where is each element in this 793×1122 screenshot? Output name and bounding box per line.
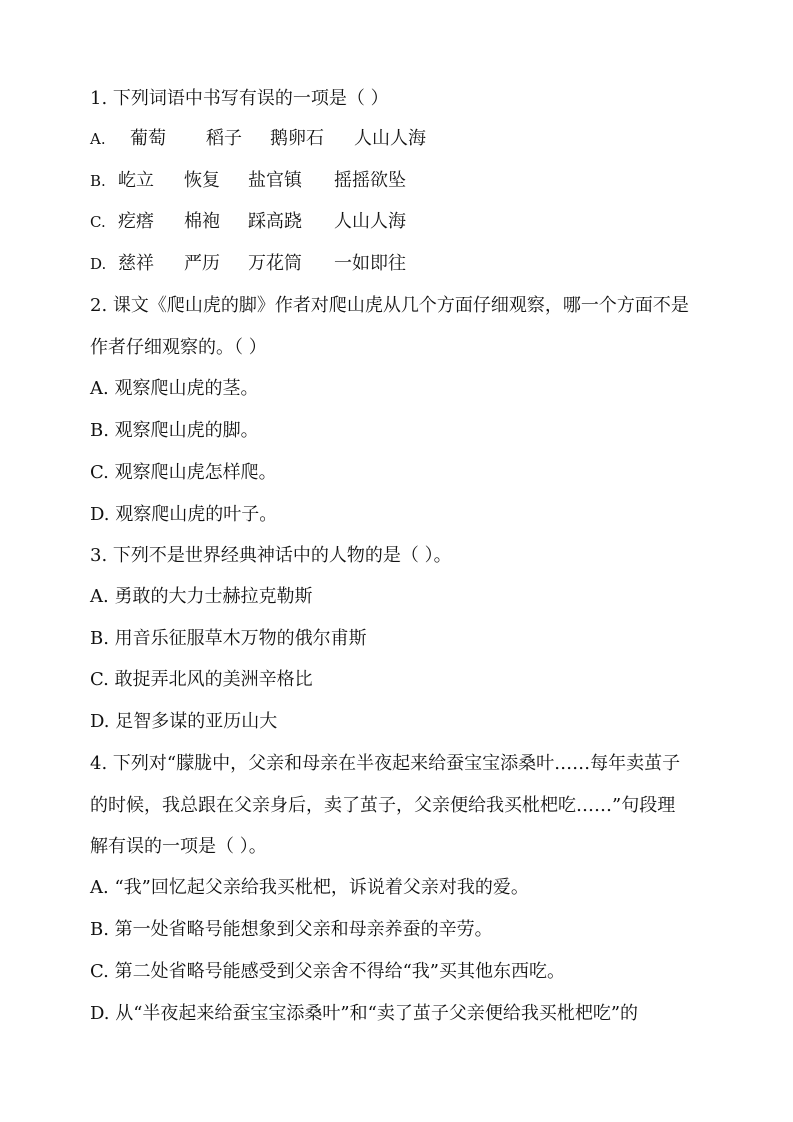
option-word: 踩高跷 xyxy=(248,211,302,232)
question-4-option-c: C. 第二处省略号能感受到父亲舍不得给“我”买其他东西吃。 xyxy=(90,961,565,982)
option-label: C. xyxy=(90,213,106,231)
question-1-option-a xyxy=(90,127,710,151)
question-3-stem: 3. 下列不是世界经典神话中的人物的是（ ）。 xyxy=(90,545,452,566)
question-2-option-a: A. 观察爬山虎的茎。 xyxy=(90,378,259,399)
option-word: 恢复 xyxy=(184,170,220,191)
question-2-option-c: C. 观察爬山虎怎样爬。 xyxy=(90,462,277,483)
option-word: 一如即往 xyxy=(334,253,406,274)
question-4-option-b: B. 第一处省略号能想象到父亲和母亲养蚕的辛劳。 xyxy=(90,919,493,940)
option-word: 人山人海 xyxy=(334,211,406,232)
option-word: 棉袍 xyxy=(184,211,220,232)
option-word: 盐官镇 xyxy=(248,170,302,191)
option-word: 万花筒 xyxy=(248,253,302,274)
question-4-option-a: A. “我”回忆起父亲给我买枇杷，诉说着父亲对我的爱。 xyxy=(90,877,529,898)
question-4-stem-line-1: 4. 下列对“朦胧中，父亲和母亲在半夜起来给蚕宝宝添桑叶……每年卖茧子 xyxy=(90,753,681,774)
question-1-option-b xyxy=(90,169,710,193)
option-word: 慈祥 xyxy=(118,253,154,274)
option-word: 摇摇欲坠 xyxy=(334,170,406,191)
option-word: 鹅卵石 xyxy=(270,128,324,149)
question-3-option-d: D. 足智多谋的亚历山大 xyxy=(90,711,278,732)
question-2-stem-line-1: 2. 课文《爬山虎的脚》作者对爬山虎从几个方面仔细观察，哪一个方面不是 xyxy=(90,295,689,316)
option-word: 稻子 xyxy=(206,128,242,149)
question-4-option-d: D. 从“半夜起来给蚕宝宝添桑叶”和“卖了茧子父亲便给我买枇杷吃”的 xyxy=(90,1003,639,1024)
option-label: D. xyxy=(90,255,107,273)
question-3-option-c: C. 敢捉弄北风的美洲辛格比 xyxy=(90,669,313,690)
option-word: 屹立 xyxy=(118,170,154,191)
question-2-stem-line-2: 作者仔细观察的。（ ） xyxy=(90,337,267,358)
question-2-option-b: B. 观察爬山虎的脚。 xyxy=(90,420,259,441)
question-4-stem-line-3: 解有误的一项是（ ）。 xyxy=(90,836,267,857)
question-3-option-b: B. 用音乐征服草木万物的俄尔甫斯 xyxy=(90,628,367,649)
option-word: 严历 xyxy=(184,253,220,274)
question-1-option-d xyxy=(90,252,710,276)
option-word: 葡萄 xyxy=(130,128,166,149)
question-1-stem: 1. 下列词语中书写有误的一项是（ ） xyxy=(90,88,389,109)
option-label: B. xyxy=(90,172,106,190)
question-4-stem-line-2: 的时候，我总跟在父亲身后，卖了茧子，父亲便给我买枇杷吃……”句段理 xyxy=(90,795,676,816)
option-label: A. xyxy=(90,130,106,148)
question-1-option-c xyxy=(90,210,710,234)
option-word: 疙瘩 xyxy=(118,211,154,232)
question-2-option-d: D. 观察爬山虎的叶子。 xyxy=(90,504,278,525)
question-3-option-a: A. 勇敢的大力士赫拉克勒斯 xyxy=(90,586,313,607)
option-word: 人山人海 xyxy=(354,128,426,149)
